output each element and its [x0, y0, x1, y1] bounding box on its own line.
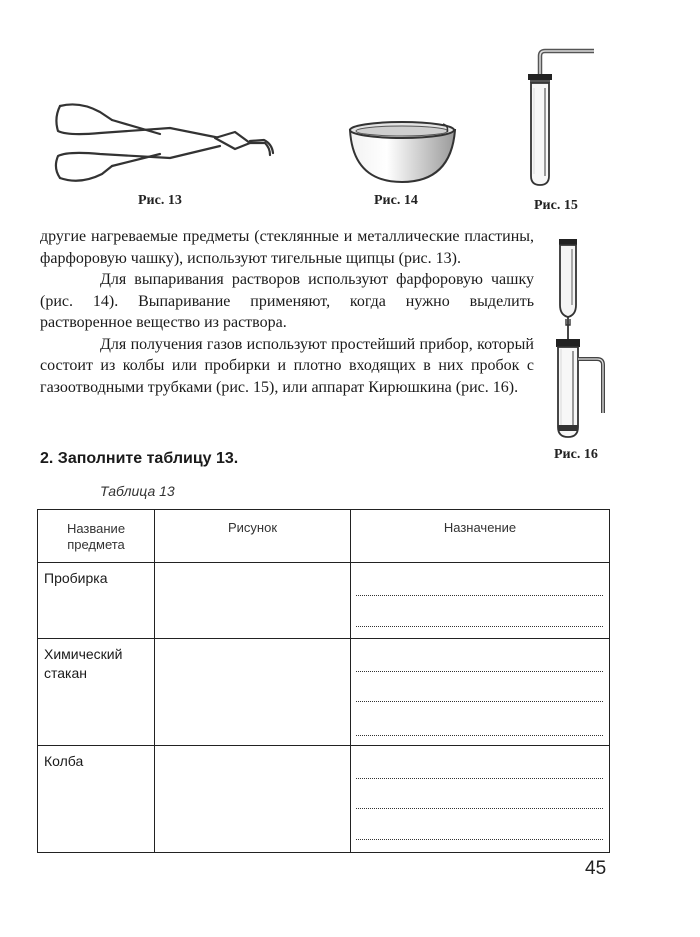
item-name: Химический стакан: [44, 646, 123, 681]
column-header: Назначение: [351, 510, 610, 563]
column-header: Название предмета: [38, 510, 155, 563]
purpose-cell[interactable]: [351, 639, 610, 746]
paragraph: Для выпаривания растворов используют фарфоровую чашку (рис. 14). Выпаривание применяют, когда нужно выделить растворенное вещество из раствора.: [40, 271, 534, 331]
test-tube-with-tube-icon: [520, 48, 600, 190]
worksheet-table: [37, 509, 610, 853]
paragraph: Для получения газов используют простейший прибор, который состоит из колбы или пробирки и плотно входящих в них пробок с газоотводными трубками (рис. 15), или аппарат Кирюшкина (рис. 16).: [40, 335, 534, 396]
crucible-tongs-icon: [50, 98, 280, 188]
table-caption: Таблица 13: [100, 483, 175, 499]
kiryushkin-apparatus-icon: [545, 235, 615, 443]
table-header-row: [38, 510, 610, 563]
answer-line[interactable]: [356, 735, 603, 736]
answer-line[interactable]: [356, 701, 603, 702]
purpose-cell[interactable]: [351, 563, 610, 639]
drawing-cell[interactable]: [155, 746, 351, 853]
drawing-cell[interactable]: [155, 639, 351, 746]
figure-caption: Рис. 16: [554, 447, 598, 462]
item-name: Пробирка: [44, 570, 108, 586]
table-row: [38, 639, 610, 746]
answer-line[interactable]: [356, 671, 603, 672]
figure-caption: Рис. 15: [534, 198, 578, 213]
answer-line[interactable]: [356, 626, 603, 627]
drawing-cell[interactable]: [155, 563, 351, 639]
page-number: 45: [585, 858, 607, 879]
purpose-cell[interactable]: [351, 746, 610, 853]
item-name: Колба: [44, 753, 84, 769]
answer-line[interactable]: [356, 839, 603, 840]
porcelain-dish-icon: [345, 112, 460, 188]
column-header: Рисунок: [155, 510, 351, 563]
figure-caption: Рис. 13: [138, 193, 182, 208]
task-heading: 2. Заполните таблицу 13.: [40, 450, 239, 467]
answer-line[interactable]: [356, 778, 603, 779]
table-row: [38, 563, 610, 639]
body-text: [40, 226, 534, 398]
table-row: [38, 746, 610, 853]
answer-line[interactable]: [356, 808, 603, 809]
paragraph: другие нагреваемые предметы (стеклянные и металлические пластины, фарфоровую чашку), используют тигельные щипцы (рис. 13).: [40, 228, 534, 267]
answer-line[interactable]: [356, 595, 603, 596]
figure-caption: Рис. 14: [374, 193, 418, 208]
